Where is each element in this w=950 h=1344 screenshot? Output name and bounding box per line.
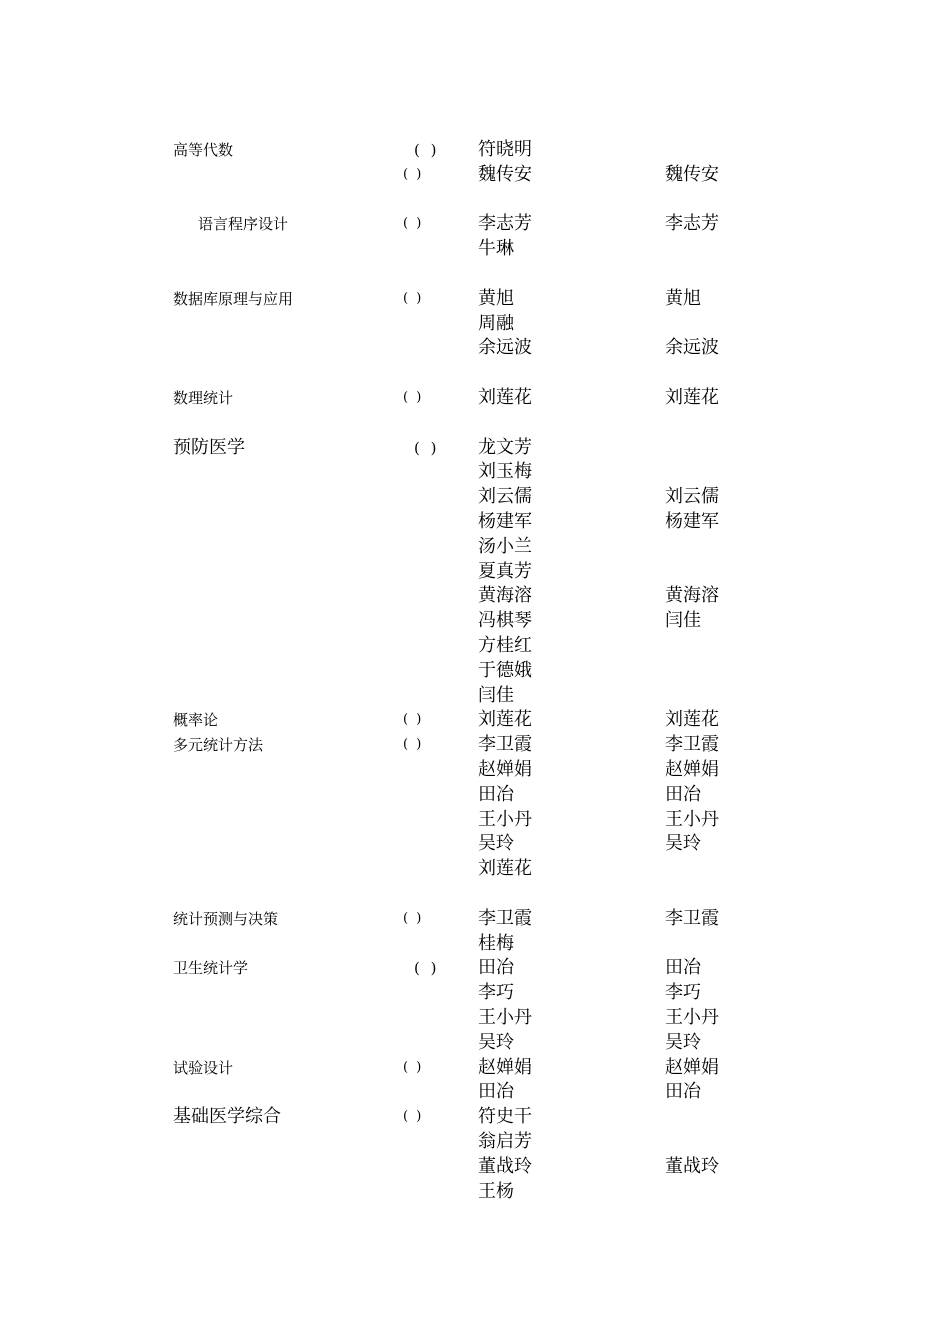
teacher-name: 田冶 <box>478 783 514 805</box>
course-name: 数据库原理与应用 <box>173 289 294 308</box>
teacher-name: 于德娥 <box>478 659 532 681</box>
course-name: 语言程序设计 <box>198 215 289 234</box>
selected-teacher-name: 赵婵娟 <box>665 759 719 780</box>
table-row <box>0 485 950 510</box>
table-row <box>0 907 950 932</box>
credit-blank: ( ) <box>414 959 440 978</box>
table-row <box>0 138 950 163</box>
table-row <box>0 386 950 411</box>
table-row <box>0 733 950 758</box>
table-row <box>0 808 950 833</box>
teacher-name: 杨建军 <box>478 511 532 532</box>
table-row <box>0 634 950 659</box>
credit-blank: ( ) <box>403 712 424 728</box>
course-name: 卫生统计学 <box>173 959 249 978</box>
selected-teacher-name: 王小丹 <box>665 808 719 830</box>
table-row <box>0 956 950 981</box>
table-row <box>0 659 950 684</box>
teacher-name: 符史干 <box>478 1106 532 1128</box>
selected-teacher-name: 田冶 <box>665 783 701 805</box>
credit-blank: ( ) <box>403 1059 424 1075</box>
teacher-name: 赵婵娟 <box>478 1056 532 1078</box>
table-row <box>0 336 950 361</box>
table-row <box>0 1006 950 1031</box>
course-name: 高等代数 <box>173 141 234 159</box>
teacher-name: 夏真芳 <box>478 560 532 582</box>
teacher-name: 李巧 <box>478 982 514 1004</box>
teacher-name: 吴玲 <box>478 833 514 855</box>
table-row <box>0 584 950 609</box>
teacher-name: 牛琳 <box>478 238 514 260</box>
table-row <box>0 684 950 709</box>
table-row <box>0 1031 950 1056</box>
table-row <box>0 832 950 857</box>
selected-teacher-name: 李巧 <box>665 982 701 1004</box>
table-row <box>0 932 950 957</box>
table-row <box>0 510 950 535</box>
selected-teacher-name: 黄海溶 <box>665 585 719 607</box>
teacher-name: 汤小兰 <box>478 535 532 557</box>
table-row <box>0 609 950 634</box>
selected-teacher-name: 刘云儒 <box>665 486 719 508</box>
credit-blank: ( ) <box>414 141 440 159</box>
course-name: 数理统计 <box>173 389 234 407</box>
credit-blank: ( ) <box>403 737 424 753</box>
teacher-name: 余远波 <box>478 337 532 359</box>
table-row <box>0 212 950 237</box>
table-row <box>0 981 950 1006</box>
table-row <box>0 1180 950 1205</box>
course-name: 试验设计 <box>173 1058 234 1077</box>
table-row <box>0 163 950 188</box>
selected-teacher-name: 杨建军 <box>665 511 719 532</box>
teacher-name: 龙文芳 <box>478 436 532 458</box>
teacher-name: 闫佳 <box>478 684 514 706</box>
teacher-name: 冯棋琴 <box>478 610 532 632</box>
selected-teacher-name: 魏传安 <box>665 163 719 185</box>
table-row <box>0 436 950 461</box>
selected-teacher-name: 吴玲 <box>665 1031 701 1053</box>
selected-teacher-name: 田冶 <box>665 957 701 979</box>
selected-teacher-name: 田冶 <box>665 1081 701 1103</box>
table-row <box>0 857 950 882</box>
course-name: 多元统计方法 <box>173 736 264 755</box>
teacher-name: 董战玲 <box>478 1155 532 1177</box>
teacher-name: 李卫霞 <box>478 907 532 929</box>
selected-teacher-name: 刘莲花 <box>665 709 719 731</box>
selected-teacher-name: 闫佳 <box>665 610 701 632</box>
credit-blank: ( ) <box>403 166 424 182</box>
course-name: 统计预测与决策 <box>173 909 279 928</box>
table-row <box>0 708 950 733</box>
table-row <box>0 460 950 485</box>
table-row <box>0 237 950 262</box>
credit-blank: ( ) <box>403 1109 424 1125</box>
teacher-name: 符晓明 <box>478 139 532 160</box>
selected-teacher-name: 李卫霞 <box>665 734 719 756</box>
course-name: 预防医学 <box>173 436 245 458</box>
teacher-name: 赵婵娟 <box>478 759 532 780</box>
table-row <box>0 560 950 585</box>
course-name: 基础医学综合 <box>173 1106 281 1128</box>
credit-blank: ( ) <box>403 910 424 926</box>
table-row <box>0 1056 950 1081</box>
table-row <box>0 1130 950 1155</box>
teacher-name: 田冶 <box>478 1081 514 1103</box>
teacher-name: 田冶 <box>478 957 514 979</box>
selected-teacher-name: 黄旭 <box>665 287 701 309</box>
teacher-name: 魏传安 <box>478 163 532 185</box>
teacher-name: 桂梅 <box>478 932 514 954</box>
teacher-name: 黄海溶 <box>478 585 532 607</box>
credit-blank: ( ) <box>403 216 424 232</box>
teacher-name: 刘莲花 <box>478 858 532 880</box>
table-row <box>0 1080 950 1105</box>
selected-teacher-name: 赵婵娟 <box>665 1056 719 1078</box>
credit-blank: ( ) <box>414 438 440 457</box>
table-row <box>0 783 950 808</box>
table-row <box>0 758 950 783</box>
teacher-name: 王小丹 <box>478 808 532 830</box>
teacher-name: 翁启芳 <box>478 1131 532 1152</box>
credit-blank: ( ) <box>403 390 424 405</box>
table-row <box>0 1105 950 1130</box>
selected-teacher-name: 李志芳 <box>665 213 719 235</box>
table-row <box>0 312 950 337</box>
teacher-name: 王杨 <box>478 1180 514 1202</box>
teacher-name: 方桂红 <box>478 635 532 656</box>
credit-blank: ( ) <box>403 290 424 306</box>
teacher-name: 刘云儒 <box>478 486 532 508</box>
teacher-name: 周融 <box>478 312 514 334</box>
selected-teacher-name: 董战玲 <box>665 1155 719 1177</box>
table-row <box>0 1155 950 1180</box>
selected-teacher-name: 王小丹 <box>665 1007 719 1028</box>
teacher-name: 吴玲 <box>478 1031 514 1053</box>
selected-teacher-name: 刘莲花 <box>665 387 719 408</box>
teacher-name: 李志芳 <box>478 213 532 235</box>
teacher-name: 刘莲花 <box>478 709 532 731</box>
selected-teacher-name: 吴玲 <box>665 833 701 855</box>
table-row <box>0 287 950 312</box>
table-row <box>0 535 950 560</box>
selected-teacher-name: 余远波 <box>665 337 719 359</box>
selected-teacher-name: 李卫霞 <box>665 907 719 929</box>
teacher-name: 刘莲花 <box>478 387 532 408</box>
teacher-name: 刘玉梅 <box>478 461 532 483</box>
teacher-name: 黄旭 <box>478 287 514 309</box>
teacher-name: 王小丹 <box>478 1007 532 1028</box>
course-name: 概率论 <box>173 711 219 730</box>
teacher-name: 李卫霞 <box>478 734 532 756</box>
